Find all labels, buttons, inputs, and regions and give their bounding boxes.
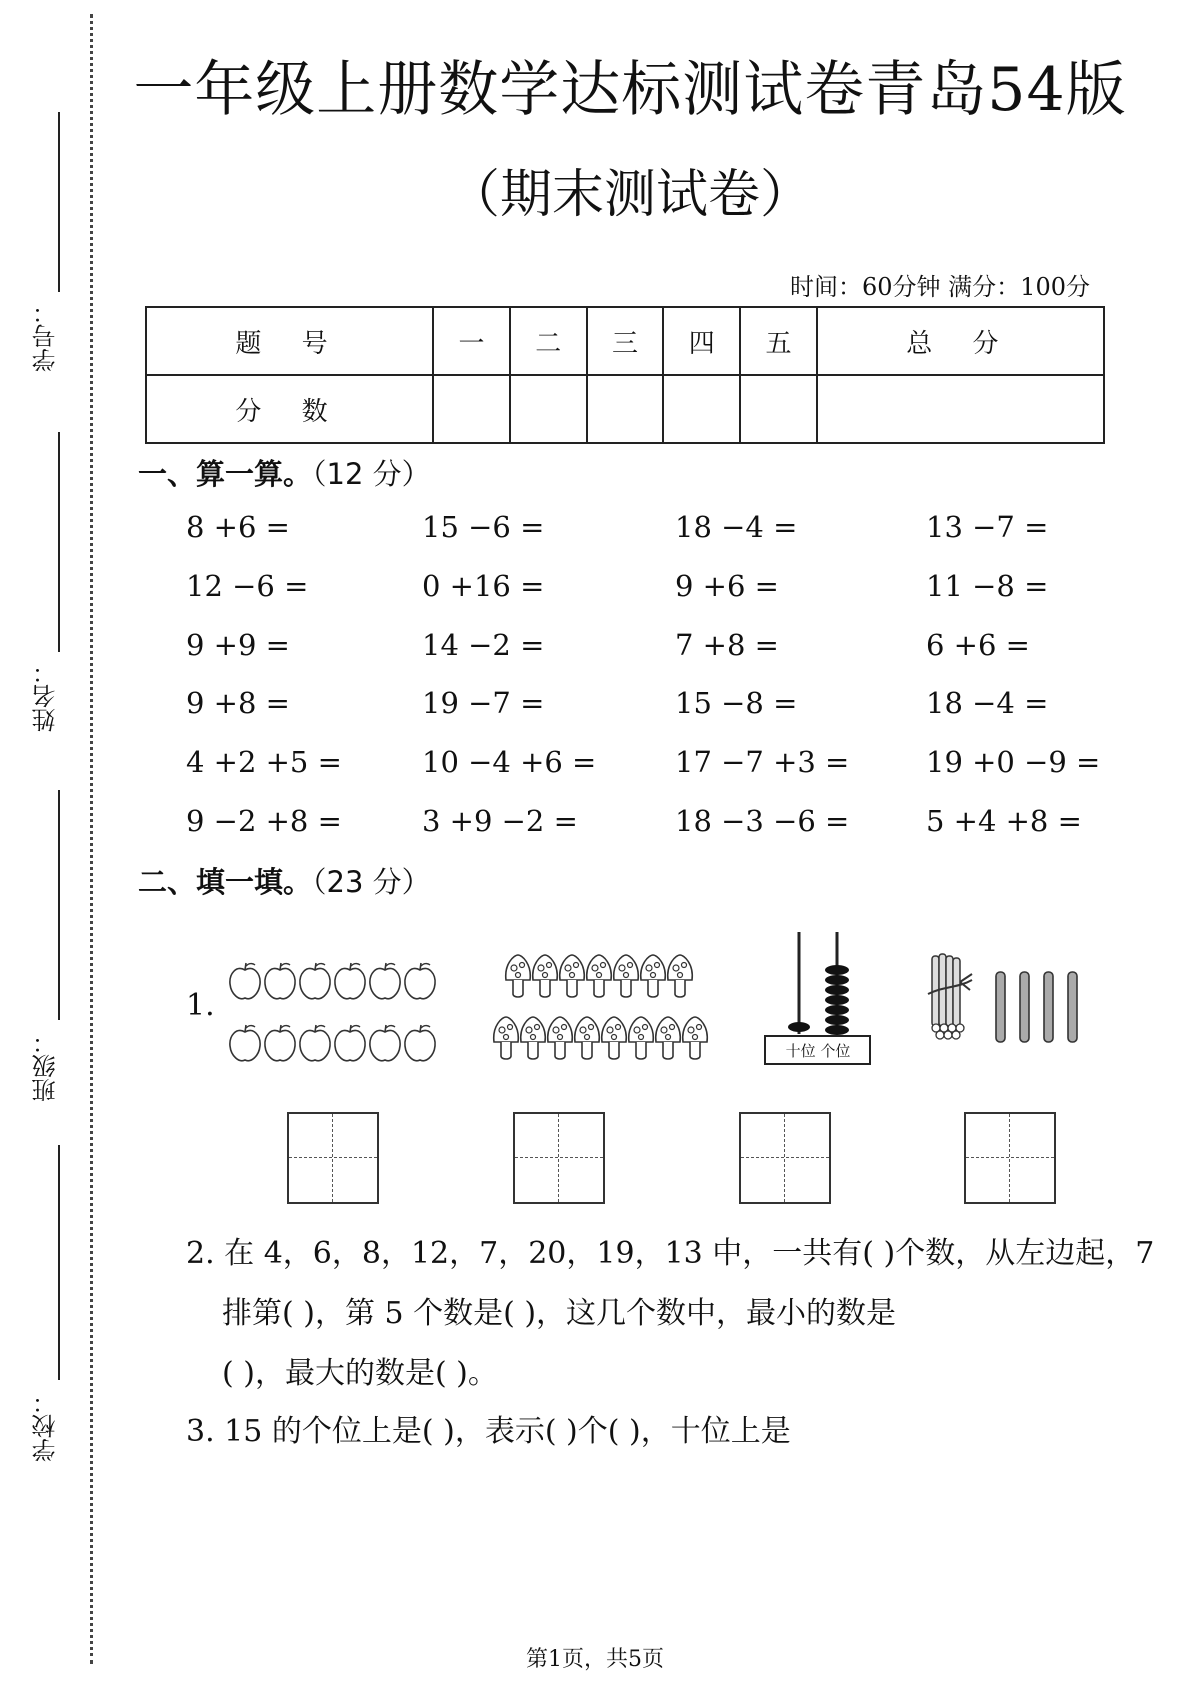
score-header-1: 一 [433,307,510,375]
problem: 9 +8 = [186,686,290,720]
problem: 17 −7 +3 = [675,745,850,779]
sticks-bundle-illustration [924,950,1084,1050]
problem: 0 +16 = [422,569,545,603]
score-table [145,306,1105,444]
score-header-2: 二 [510,307,587,375]
problem: 14 −2 = [422,628,545,662]
problem: 13 −7 = [926,510,1049,544]
page-subtitle: （期末测试卷） [447,165,812,225]
page-title: 一年级上册数学达标测试卷青岛54版 [133,55,1127,125]
problem: 9 +9 = [186,628,290,662]
problem: 19 −7 = [422,686,545,720]
problem: 15 −6 = [422,510,545,544]
section1-title: 一、算一算。 [138,457,313,491]
school-line[interactable] [58,1145,60,1380]
class-line[interactable] [58,790,60,1020]
problem: 18 −3 −6 = [675,804,850,838]
score-cell-3[interactable] [587,375,664,443]
answer-box-1[interactable] [287,1112,379,1204]
class-label: 班级： [32,1030,60,1102]
problem: 12 −6 = [186,569,309,603]
section1-heading [138,452,431,493]
name-label: 姓名： [32,660,60,732]
problem: 18 −4 = [926,686,1049,720]
problem: 4 +2 +5 = [186,745,342,779]
problem: 7 +8 = [675,628,779,662]
time-info: 时间：60分钟 满分：100分 [790,273,1090,301]
problem: 8 +6 = [186,510,290,544]
student-id-label: 学号： [32,300,60,372]
answer-box-2[interactable] [513,1112,605,1204]
problem: 6 +6 = [926,628,1030,662]
score-cell-4[interactable] [663,375,740,443]
score-cell-total[interactable] [817,375,1104,443]
problem: 9 +6 = [675,569,779,603]
page-footer: 第1页，共5页 [526,1647,664,1672]
score-cell-2[interactable] [510,375,587,443]
apple-group-illustration [228,958,446,1070]
problem: 19 +0 −9 = [926,745,1101,779]
answer-box-4[interactable] [964,1112,1056,1204]
problem: 18 −4 = [675,510,798,544]
name-line[interactable] [58,432,60,652]
problem: 11 −8 = [926,569,1049,603]
problem: 3 +9 −2 = [422,804,578,838]
abacus-place-label: 十位 个位 [785,1042,851,1060]
score-row-label: 分 数 [146,375,433,443]
q1-label: 1. [186,988,215,1023]
school-label: 学校： [32,1390,60,1462]
problem: 5 +4 +8 = [926,804,1082,838]
problem: 15 −8 = [675,686,798,720]
section2-points: （23 分） [312,865,431,899]
score-header-total: 总 分 [817,307,1104,375]
problem: 9 −2 +8 = [186,804,342,838]
section2-title: 二、填一填。 [138,865,313,899]
answer-box-3[interactable] [739,1112,831,1204]
score-header-4: 四 [663,307,740,375]
q2-line-3: ( )，最大的数是( )。 [222,1356,498,1391]
q2-line-1: 2. 在 4，6，8，12，7，20，19，13 中，一共有( )个数，从左边起，7 [186,1236,1155,1271]
binding-dashed-line [90,14,93,1664]
score-header-5: 五 [740,307,817,375]
mushroom-group-illustration [490,952,720,1074]
q3-line-1: 3. 15 的个位上是( )，表示( )个( )，十位上是 [186,1414,791,1449]
score-cell-5[interactable] [740,375,817,443]
score-header-label: 题 号 [146,307,433,375]
q2-line-2: 排第( )，第 5 个数是( )，这几个数中，最小的数是 [222,1296,897,1331]
score-cell-1[interactable] [433,375,510,443]
problem: 10 −4 +6 = [422,745,597,779]
section1-points: （12 分） [312,457,431,491]
section2-heading [138,860,431,901]
score-header-3: 三 [587,307,664,375]
